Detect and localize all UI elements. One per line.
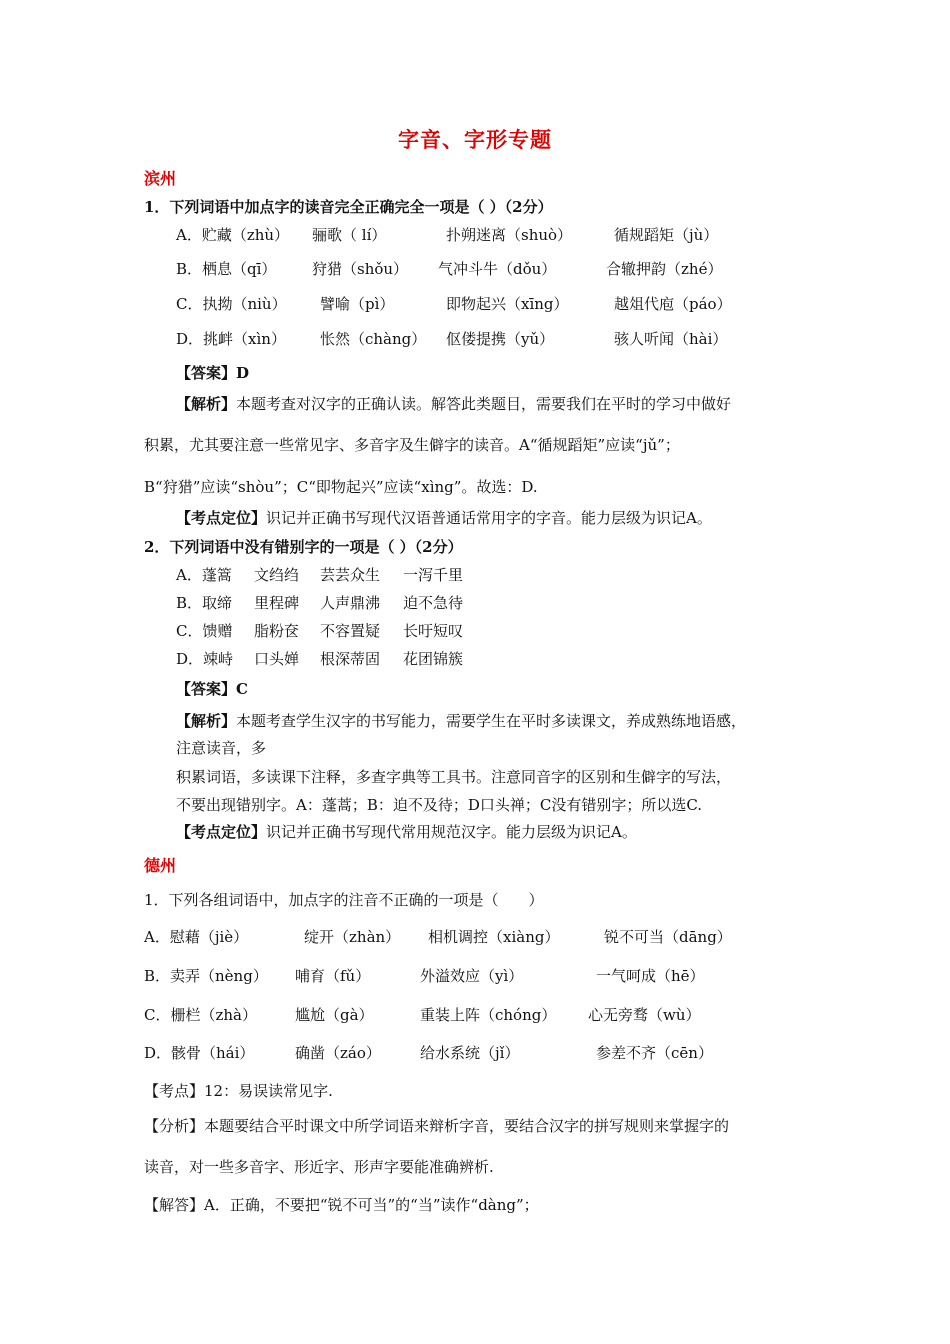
point-text: 识记并正确书写现代常用规范汉字。能力层级为识记A。 <box>266 823 637 841</box>
answer-value: C <box>236 680 248 698</box>
option-item: 确凿（záo） <box>295 1044 381 1062</box>
option-item: 给水系统（jǐ） <box>420 1044 520 1062</box>
analysis-text: B“狩猎”应读“shòu”；C“即物起兴”应读“xìng”。故选：D. <box>144 478 538 496</box>
option-item: 心无旁骛（wù） <box>588 1006 701 1024</box>
kaodian-line <box>144 1080 333 1102</box>
option-item: 狩猎（shǒu） <box>312 260 409 278</box>
option-item: 扑朔迷离（shuò） <box>446 226 573 244</box>
option-item: 人声鼎沸 <box>320 594 381 612</box>
option-item: 外溢效应（yì） <box>420 967 524 985</box>
option-item: 参差不齐（cēn） <box>596 1044 713 1062</box>
option-item: 里程碑 <box>254 594 300 612</box>
option-item: A．蓬篙 <box>176 566 232 584</box>
kaodian-tag: 【考点】 <box>144 1082 205 1100</box>
option-item: 伛偻提携（yǔ） <box>446 330 555 348</box>
fenxi-line <box>144 1115 729 1137</box>
analysis-line <box>176 393 731 415</box>
answer-value: D <box>236 364 250 382</box>
page-title: 字音、字形专题 <box>398 127 552 152</box>
option-item: 文绉绉 <box>254 566 300 584</box>
option-item: 迫不急待 <box>403 594 464 612</box>
option-item: C．栅栏（zhà） <box>144 1006 257 1024</box>
option-item: 哺育（fǔ） <box>295 967 371 985</box>
option-item: C．执拗（niù） <box>176 295 287 313</box>
option-item: 根深蒂固 <box>320 650 381 668</box>
question-stem: 1．下列词语中加点字的读音完全正确完全一项是（ ）（2分） <box>144 198 553 216</box>
option-item: A．贮藏（zhù） <box>176 226 290 244</box>
option-item: D．挑衅（xìn） <box>176 330 286 348</box>
option-item: 重装上阵（chóng） <box>420 1006 557 1024</box>
option-item: 譬喻（pì） <box>320 295 395 313</box>
option-item: 骇人听闻（hài） <box>614 330 728 348</box>
analysis-text: 积累，尤其要注意一些常见字、多音字及生僻字的读音。A“循规蹈矩”应读“jǔ”； <box>144 436 680 454</box>
region-heading-dezhou: 德州 <box>144 856 177 875</box>
point-tag: 【考点定位】 <box>176 823 267 841</box>
answer-tag: 【答案】 <box>176 680 237 698</box>
point-text: 识记并正确书写现代汉语普通话常用字的字音。能力层级为识记A。 <box>266 509 712 527</box>
option-item: 芸芸众生 <box>320 566 381 584</box>
option-item: C．馈赠 <box>176 622 233 640</box>
option-item: 尴尬（gà） <box>295 1006 374 1024</box>
fenxi-tag: 【分析】 <box>144 1117 205 1135</box>
analysis-tag: 【解析】 <box>176 395 237 413</box>
kaodian-text: 12：易误读常见字. <box>204 1082 333 1100</box>
point-line <box>176 507 712 529</box>
option-item: 相机调控（xiàng） <box>428 928 560 946</box>
option-item: D．骸骨（hái） <box>144 1044 255 1062</box>
option-item: 脂粉奁 <box>254 622 300 640</box>
analysis-text: 不要出现错别字。A：蓬蒿；B：迫不及待；D口头禅；C没有错别字；所以选C. <box>176 796 703 814</box>
option-item: 气冲斗牛（dǒu） <box>438 260 557 278</box>
answer-tag: 【答案】 <box>176 364 237 382</box>
option-item: 一气呵成（hē） <box>596 967 705 985</box>
option-item: 不容置疑 <box>320 622 381 640</box>
option-item: A．慰藉（jiè） <box>144 928 249 946</box>
analysis-tag: 【解析】 <box>176 712 237 730</box>
question-stem: 2．下列词语中没有错别字的一项是（ ）（2分） <box>144 538 463 556</box>
option-item: 花团锦簇 <box>403 650 464 668</box>
option-item: 骊歌（ lí） <box>312 226 387 244</box>
analysis-text: 积累词语，多读课下注释，多查字典等工具书。注意同音字的区别和生僻字的写法， <box>176 768 732 786</box>
option-item: 长吁短叹 <box>403 622 464 640</box>
option-item: 绽开（zhàn） <box>304 928 401 946</box>
option-item: B．栖息（qī） <box>176 260 277 278</box>
answer-line <box>176 362 249 384</box>
option-item: D．竦峙 <box>176 650 234 668</box>
analysis-line <box>176 710 746 732</box>
analysis-text: 注意读音，多 <box>176 739 267 757</box>
option-item: 口头婵 <box>254 650 300 668</box>
option-item: 怅然（chàng） <box>320 330 427 348</box>
option-item: 即物起兴（xīng） <box>446 295 569 313</box>
option-item: 越俎代庖（páo） <box>614 295 732 313</box>
analysis-text: 本题考查学生汉字的书写能力，需要学生在平时多读课文，养成熟练地语感， <box>236 712 747 730</box>
point-line <box>176 821 637 843</box>
option-item: 合辙押韵（zhé） <box>606 260 723 278</box>
jieda-tag: 【解答】 <box>144 1196 205 1214</box>
jieda-text: A．正确，不要把“锐不可当”的“当”读作“dàng”； <box>204 1196 539 1214</box>
option-item: B．取缔 <box>176 594 233 612</box>
region-heading-binzhou: 滨州 <box>144 169 177 188</box>
option-item: B．卖弄（nèng） <box>144 967 268 985</box>
point-tag: 【考点定位】 <box>176 509 267 527</box>
fenxi-text: 本题要结合平时课文中所学词语来辩析字音，要结合汉字的拼写规则来掌握字的 <box>204 1117 730 1135</box>
answer-line <box>176 678 248 700</box>
fenxi-text: 读音，对一些多音字、形近字、形声字要能准确辨析. <box>144 1158 494 1176</box>
option-item: 一泻千里 <box>403 566 464 584</box>
option-item: 循规蹈矩（jù） <box>614 226 719 244</box>
analysis-text: 本题考查对汉字的正确认读。解答此类题目，需要我们在平时的学习中做好 <box>236 395 732 413</box>
option-item: 锐不可当（dāng） <box>604 928 732 946</box>
question-stem: 1．下列各组词语中，加点字的注音不正确的一项是（ ） <box>144 891 544 909</box>
jieda-line <box>144 1194 539 1216</box>
